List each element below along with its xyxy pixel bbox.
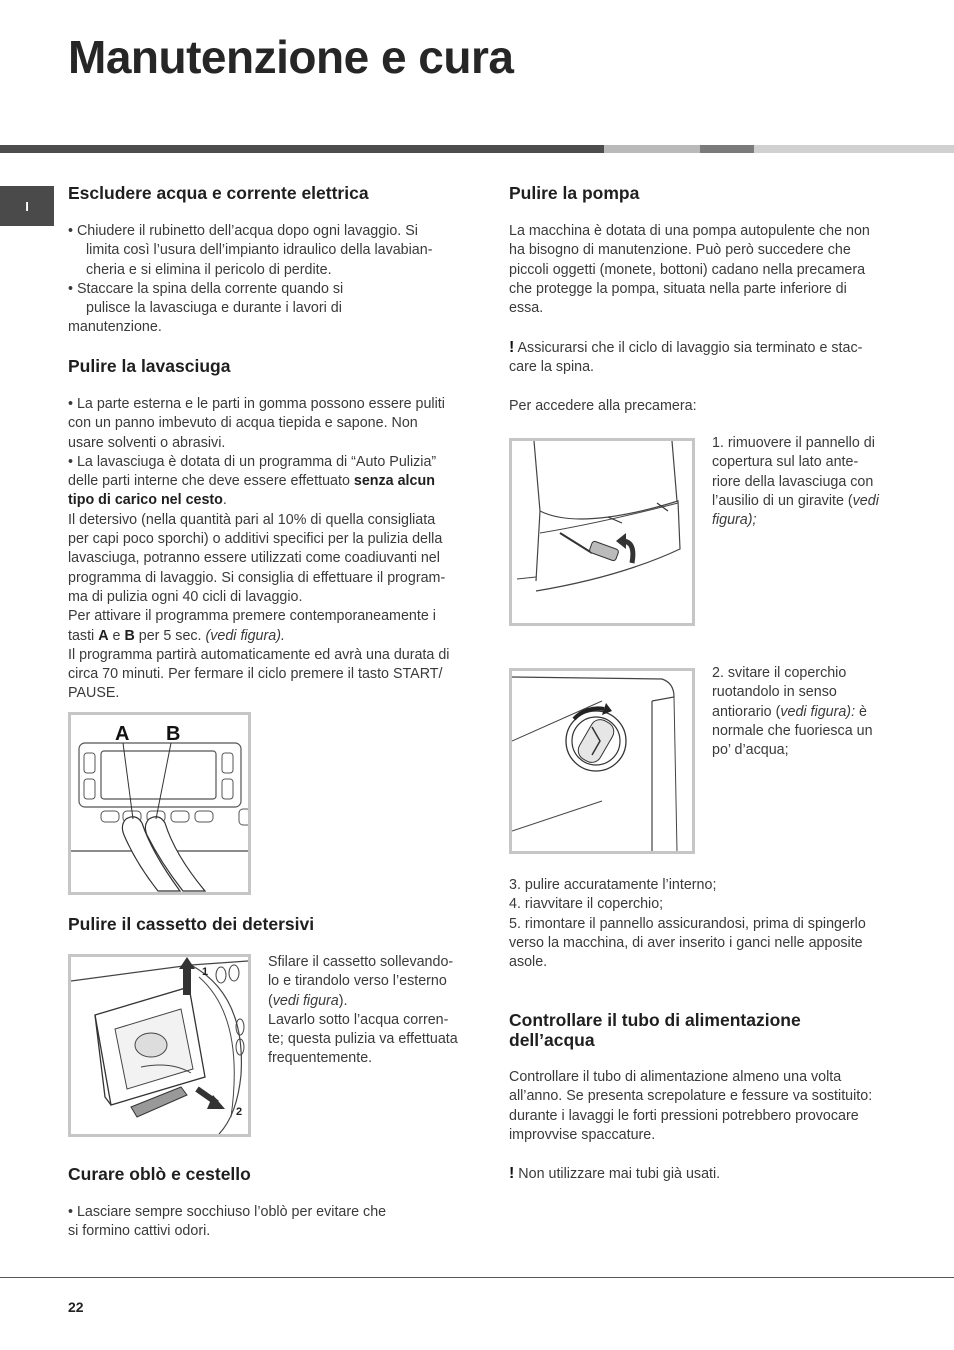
text-line (712, 492, 912, 511)
text-line: verso la macchina, di aver inserito i ganci nelle apposite (509, 934, 863, 951)
text-line: improvvise spaccature. (509, 1126, 656, 1143)
text-line: cheria e si elimina il pericolo di perdite. (86, 261, 332, 278)
text-line: care la spina. (509, 359, 595, 376)
bold-fragment: tipo di carico nel cesto (68, 492, 223, 509)
heading-oblo: Curare oblò e cestello (68, 1164, 251, 1184)
italic-fragment: vedi (852, 492, 879, 509)
text-line: 2. svitare il coperchio (712, 665, 847, 681)
language-tab: I (0, 186, 54, 226)
text-line: che protegge la pompa, situata nella parte inferiore di (509, 280, 847, 297)
text-line: programma di lavaggio. Si consiglia di effettuare il program- (68, 569, 446, 586)
header-bar-light (604, 145, 700, 153)
text-fragment: delle parti interne che deve essere effettuato (68, 473, 354, 490)
text-line: • Lasciare sempre socchiuso l’oblò per evitare che (68, 1204, 387, 1220)
label-a: A (115, 723, 130, 745)
heading-tubo (509, 1010, 801, 1050)
text-line (68, 472, 473, 491)
figure-pump-cap (509, 668, 695, 854)
text-line: all’anno. Se presenta screpolature e fessure va sostituito: (509, 1088, 873, 1105)
text-line: • Staccare la spina della corrente quando si (68, 280, 344, 297)
pompa-text (509, 222, 909, 416)
header-bar-mid (700, 145, 754, 153)
text-line: • La lavasciuga è dotata di un programma di “Auto Pulizia” (68, 453, 437, 470)
page-title: Manutenzione e cura (68, 31, 514, 83)
heading-escludere: Escludere acqua e corrente elettrica (68, 183, 369, 203)
italic-fragment: vedi figura (272, 992, 339, 1009)
oblo-text (68, 1203, 468, 1242)
text-fragment: e (108, 627, 125, 644)
warning-mark: ! (509, 1165, 515, 1183)
steps-3-5-text (509, 876, 909, 972)
text-line: pulisce la lavasciuga e durante i lavori di (86, 300, 342, 317)
text-line (68, 491, 473, 510)
text-line: po’ d’acqua; (712, 742, 789, 759)
text-fragment: ( (268, 992, 273, 1009)
text-line: 3. pulire accuratamente l’interno; (509, 877, 717, 893)
italic-fragment: (vedi figura). (205, 627, 285, 644)
text-fragment: tasti (68, 627, 99, 644)
text-line: te; questa pulizia va effettuata (268, 1031, 458, 1048)
step1-text (712, 434, 912, 530)
cassetto-text (268, 953, 478, 1069)
text-line: asole. (509, 954, 548, 971)
label-b: B (166, 723, 181, 745)
heading-pompa: Pulire la pompa (509, 183, 640, 203)
text-line: durante i lavaggi le forti pressioni potrebbero provocare (509, 1107, 859, 1124)
text-line (268, 992, 478, 1011)
pump-cap-illustration (512, 671, 692, 851)
text-line: limita così l’usura dell’impianto idraulico della lavabian- (86, 242, 433, 259)
text-line: manutenzione. (68, 319, 162, 336)
control-panel-illustration (71, 715, 248, 892)
text-fragment: è (855, 703, 867, 720)
text-line: essa. (509, 300, 544, 317)
text-line: Lavarlo sotto l’acqua corren- (268, 1011, 449, 1028)
spacer (509, 377, 909, 396)
drawer-illustration (71, 957, 248, 1134)
spacer (509, 1145, 909, 1164)
text-line: piccoli oggetti (monete, bottoni) cadano nella precamera (509, 261, 866, 278)
text-line: 5. rimontare il pannello assicurandosi, prima di spingerlo (509, 915, 866, 932)
text-line: ma di pulizia ogni 40 cicli di lavaggio. (68, 588, 303, 605)
text-line: Controllare il tubo di alimentazione almeno una volta (509, 1069, 842, 1085)
text-fragment: Assicurarsi che il ciclo di lavaggio sia terminato e stac- (514, 339, 863, 356)
italic-fragment: vedi figura): (780, 703, 856, 720)
header-bar-pale (754, 145, 954, 153)
text-line: Il programma partirà automaticamente ed avrà una durata di (68, 646, 450, 663)
text-line (68, 627, 473, 646)
bold-fragment: senza alcun (353, 473, 435, 490)
heading-line: Controllare il tubo di alimentazione (509, 1010, 801, 1030)
text-line: La macchina è dotata di una pompa autopulente che non (509, 223, 870, 239)
heading-pulire-lavasciuga: Pulire la lavasciuga (68, 356, 231, 376)
text-line: ruotandolo in senso (712, 684, 837, 701)
step-number-2: 2 (236, 1106, 243, 1118)
heading-cassetto: Pulire il cassetto dei detersivi (68, 914, 315, 934)
text-line: PAUSE. (68, 685, 120, 702)
text-line: Per accedere alla precamera: (509, 397, 697, 414)
header-bar-dark (0, 145, 604, 153)
text-line: frequentemente. (268, 1050, 373, 1067)
text-line (712, 703, 912, 722)
text-line: lavasciuga, potranno essere utilizzati come coadiuvanti nel (68, 550, 440, 567)
text-line: usare solventi o abrasivi. (68, 434, 226, 451)
warning-mark: ! (509, 338, 515, 356)
text-line: ha bisogno di manutenzione. Può però succedere che (509, 242, 851, 259)
escludere-text (68, 222, 468, 338)
text-line: Per attivare il programma premere contemporaneamente i (68, 608, 436, 625)
bold-fragment: B (124, 627, 135, 644)
text-line: si formino cattivi odori. (68, 1223, 211, 1240)
text-line: copertura sul lato ante- (712, 454, 859, 471)
text-line (509, 1164, 909, 1184)
heading-line: dell’acqua (509, 1030, 595, 1050)
tubo-text (509, 1068, 909, 1185)
text-line: con un panno imbevuto di acqua tiepida e sapone. Non (68, 415, 418, 432)
text-line: Sfilare il cassetto sollevando- (268, 954, 454, 970)
text-line: riore della lavasciuga con (712, 473, 874, 490)
text-line: 4. riavvitare il coperchio; (509, 896, 664, 913)
spacer (509, 318, 909, 337)
text-fragment: ). (338, 992, 348, 1009)
bold-fragment: A (98, 627, 109, 644)
text-line: • La parte esterna e le parti in gomma possono essere puliti (68, 396, 445, 412)
step2-text (712, 664, 912, 760)
text-line: • Chiudere il rubinetto dell’acqua dopo ogni lavaggio. Si (68, 223, 418, 239)
italic-fragment: figura); (712, 512, 757, 529)
text-fragment: Non utilizzare mai tubi già usati. (514, 1166, 721, 1183)
text-line: Il detersivo (nella quantità pari al 10% di quella consigliata (68, 511, 436, 528)
step-number-1: 1 (202, 966, 209, 978)
text-line: normale che fuoriesca un (712, 722, 873, 739)
text-line (509, 338, 909, 358)
figure-control-panel (68, 712, 251, 895)
panel-removal-illustration (512, 441, 692, 623)
text-line (712, 511, 912, 530)
text-fragment: per 5 sec. (134, 627, 206, 644)
text-line: per capi poco sporchi) o additivi specifici per la pulizia della (68, 531, 443, 548)
text-line: circa 70 minuti. Per fermare il ciclo premere il tasto START/ (68, 666, 443, 683)
text-fragment: l’ausilio di un giravite ( (712, 492, 853, 509)
text-line: 1. rimuovere il pannello di (712, 435, 875, 451)
lavasciuga-text (68, 395, 473, 704)
footer-divider (0, 1277, 954, 1278)
text-fragment: . (222, 492, 227, 509)
figure-detergent-drawer (68, 954, 251, 1137)
text-fragment: antiorario ( (712, 703, 781, 720)
figure-panel-removal (509, 438, 695, 626)
page-number: 22 (68, 1299, 84, 1315)
text-line: lo e tirandolo verso l’esterno (268, 973, 447, 990)
